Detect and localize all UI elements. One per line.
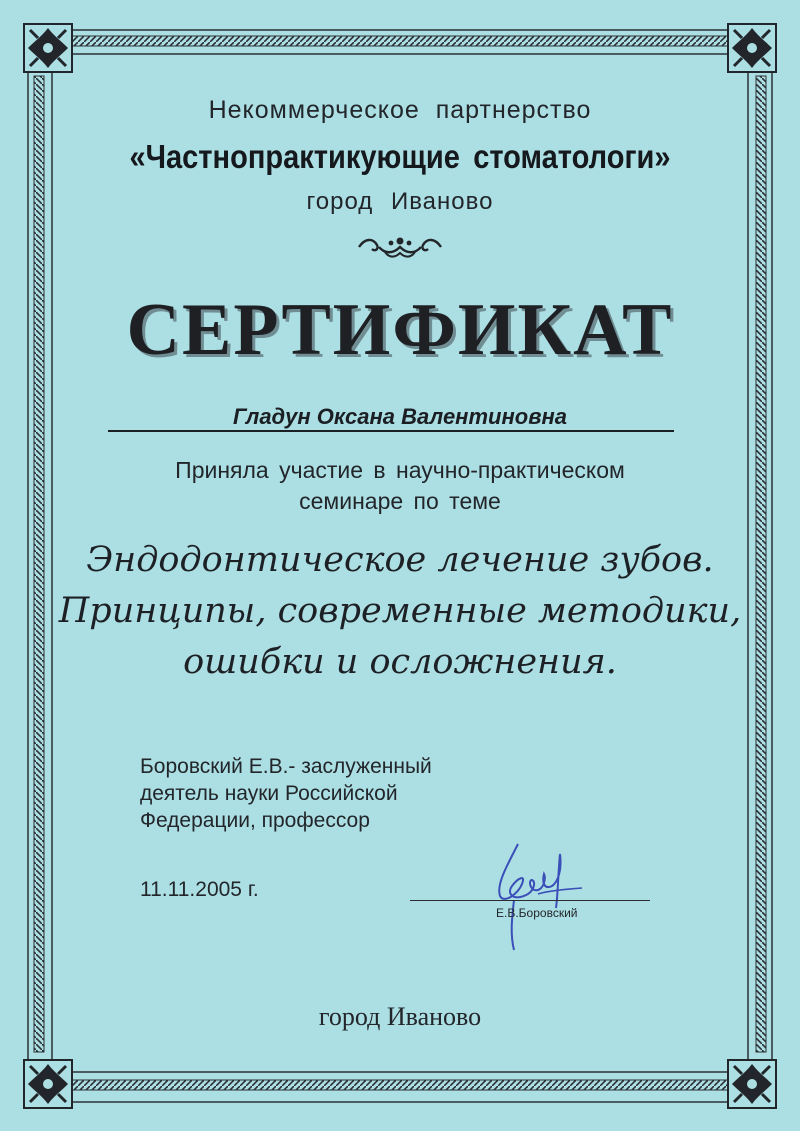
lecturer-line-3: Федерации, профессор xyxy=(140,809,370,832)
corner-ornament-top-right-icon xyxy=(726,22,778,74)
topic-line-3: ошибки и осложнения. xyxy=(183,642,617,682)
organization-name: «Частнопрактикующие стоматологи» xyxy=(129,138,671,175)
organization-type: Некоммерческое партнерство xyxy=(208,96,592,124)
issue-date: 11.11.2005 г. xyxy=(140,878,259,901)
organization-city: город Иваново xyxy=(306,188,494,215)
topic-line-2: Принципы, современные методики, xyxy=(58,591,742,631)
corner-ornament-bottom-right-icon xyxy=(726,1058,778,1110)
name-underline xyxy=(108,430,674,432)
lecturer-info xyxy=(140,753,432,834)
signatory-name: Е.В.Боровский xyxy=(496,906,578,920)
lecturer-line-1: Боровский Е.В.- заслуженный xyxy=(140,755,432,778)
corner-ornament-top-left-icon xyxy=(22,22,74,74)
participation-line-2: семинаре по теме xyxy=(299,488,501,514)
handwritten-signature xyxy=(478,834,588,954)
flourish-divider-icon xyxy=(355,234,445,260)
seminar-topic xyxy=(0,535,800,688)
participation-text xyxy=(0,455,800,517)
lecturer-line-2: деятель науки Российской xyxy=(140,782,398,805)
participation-line-1: Приняла участие в научно-практическом xyxy=(175,457,625,483)
corner-ornament-bottom-left-icon xyxy=(22,1058,74,1110)
topic-line-1: Эндодонтическое лечение зубов. xyxy=(86,540,714,580)
recipient-name: Гладун Оксана Валентиновна xyxy=(232,404,568,429)
signature-line xyxy=(410,900,650,901)
footer-city: город Иваново xyxy=(318,1002,482,1031)
certificate-title: СЕРТИФИКАТ xyxy=(126,289,674,371)
